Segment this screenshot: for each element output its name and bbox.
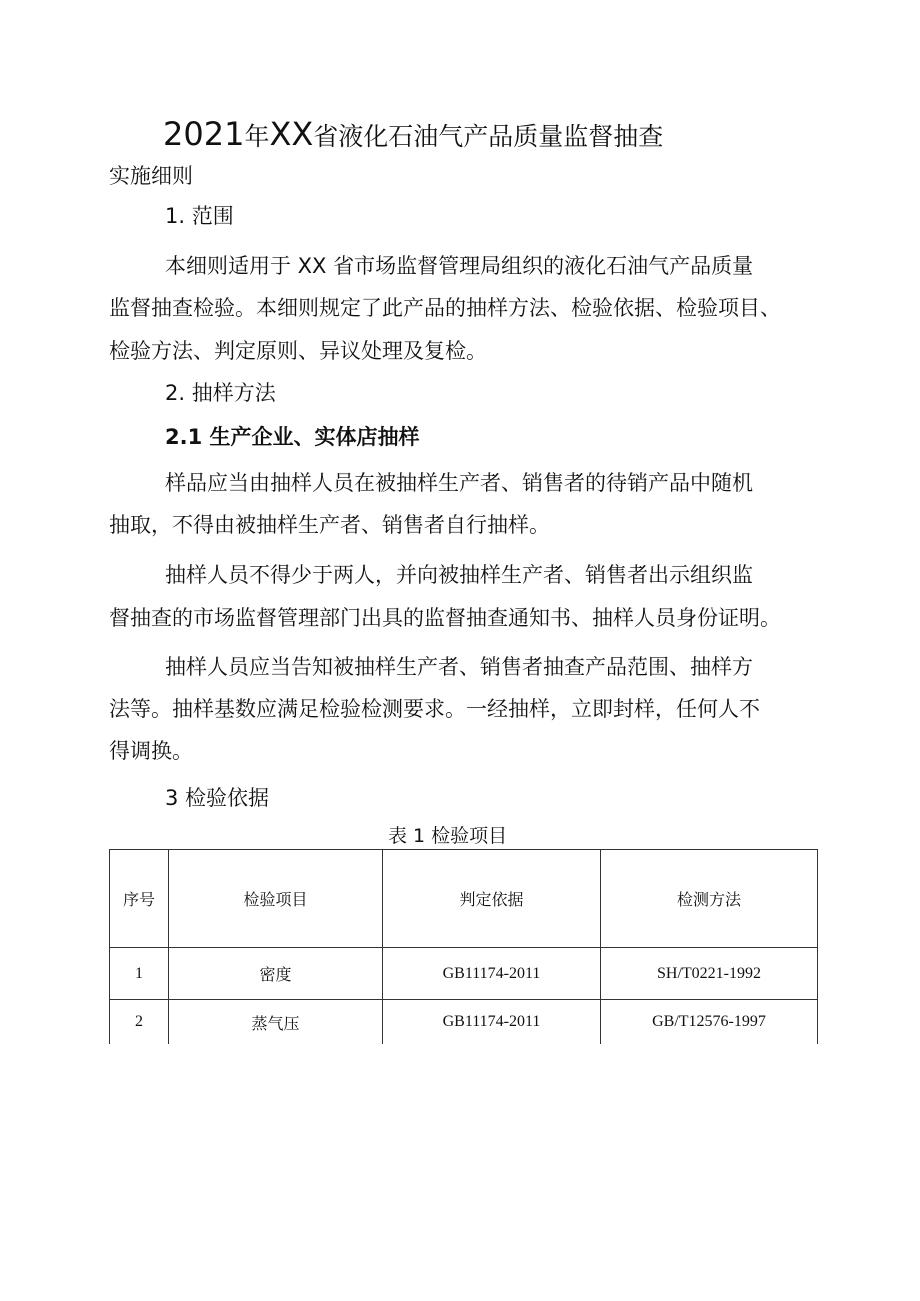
document-subtitle: 实施细则 (109, 164, 193, 188)
section-1-paragraph-line: 监督抽查检验。本细则规定了此产品的抽样方法、检验依据、检验项目、 (109, 296, 781, 320)
section-2-heading: 2. 抽样方法 (165, 381, 276, 405)
cell-inspection-item: 蒸气压 (169, 1000, 383, 1045)
cell-serial-number: 2 (110, 1000, 169, 1045)
table-row (110, 1000, 818, 1045)
cell-test-method: SH/T0221-1992 (601, 948, 818, 1000)
section-2-1-paragraph-line: 抽取，不得由被抽样生产者、销售者自行抽样。 (109, 513, 550, 537)
section-3-heading: 3 检验依据 (165, 786, 270, 810)
cell-inspection-item: 密度 (169, 948, 383, 1000)
section-2-1-paragraph-line: 样品应当由抽样人员在被抽样生产者、销售者的待销产品中随机 (165, 471, 753, 495)
title-rest: 省液化石油气产品质量监督抽查 (313, 122, 664, 151)
section-2-1-paragraph-line: 督抽查的市场监督管理部门出具的监督抽查通知书、抽样人员身份证明。 (109, 606, 781, 630)
header-serial-number: 序号 (110, 850, 169, 948)
header-inspection-item: 检验项目 (169, 850, 383, 948)
section-2-1-paragraph-line: 得调换。 (109, 739, 193, 763)
cell-judgment-basis: GB11174-2011 (383, 1000, 601, 1045)
cell-test-method: GB/T12576-1997 (601, 1000, 818, 1045)
table-header-row (110, 850, 818, 948)
table-caption: 表 1 检验项目 (388, 825, 508, 847)
section-2-1-paragraph-line: 抽样人员不得少于两人，并向被抽样生产者、销售者出示组织监 (165, 563, 753, 587)
table-row (110, 948, 818, 1000)
cell-judgment-basis: GB11174-2011 (383, 948, 601, 1000)
cell-serial-number: 1 (110, 948, 169, 1000)
section-1-paragraph-line: 本细则适用于 XX 省市场监督管理局组织的液化石油气产品质量 (165, 254, 754, 278)
header-test-method: 检测方法 (601, 850, 818, 948)
section-2-1-paragraph-line: 抽样人员应当告知被抽样生产者、销售者抽查产品范围、抽样方 (165, 655, 753, 679)
document-title (163, 115, 664, 153)
section-1-heading: 1. 范围 (165, 204, 234, 228)
inspection-items-table (109, 849, 818, 1044)
section-1-paragraph-line: 检验方法、判定原则、异议处理及复检。 (109, 339, 487, 363)
title-year: 2021 (163, 115, 245, 153)
section-2-1-heading: 2.1 生产企业、实体店抽样 (165, 425, 420, 449)
title-province: XX (269, 115, 314, 153)
section-2-1-paragraph-line: 法等。抽样基数应满足检验检测要求。一经抽样，立即封样，任何人不 (109, 697, 760, 721)
header-judgment-basis: 判定依据 (383, 850, 601, 948)
title-year-suffix: 年 (244, 122, 270, 151)
